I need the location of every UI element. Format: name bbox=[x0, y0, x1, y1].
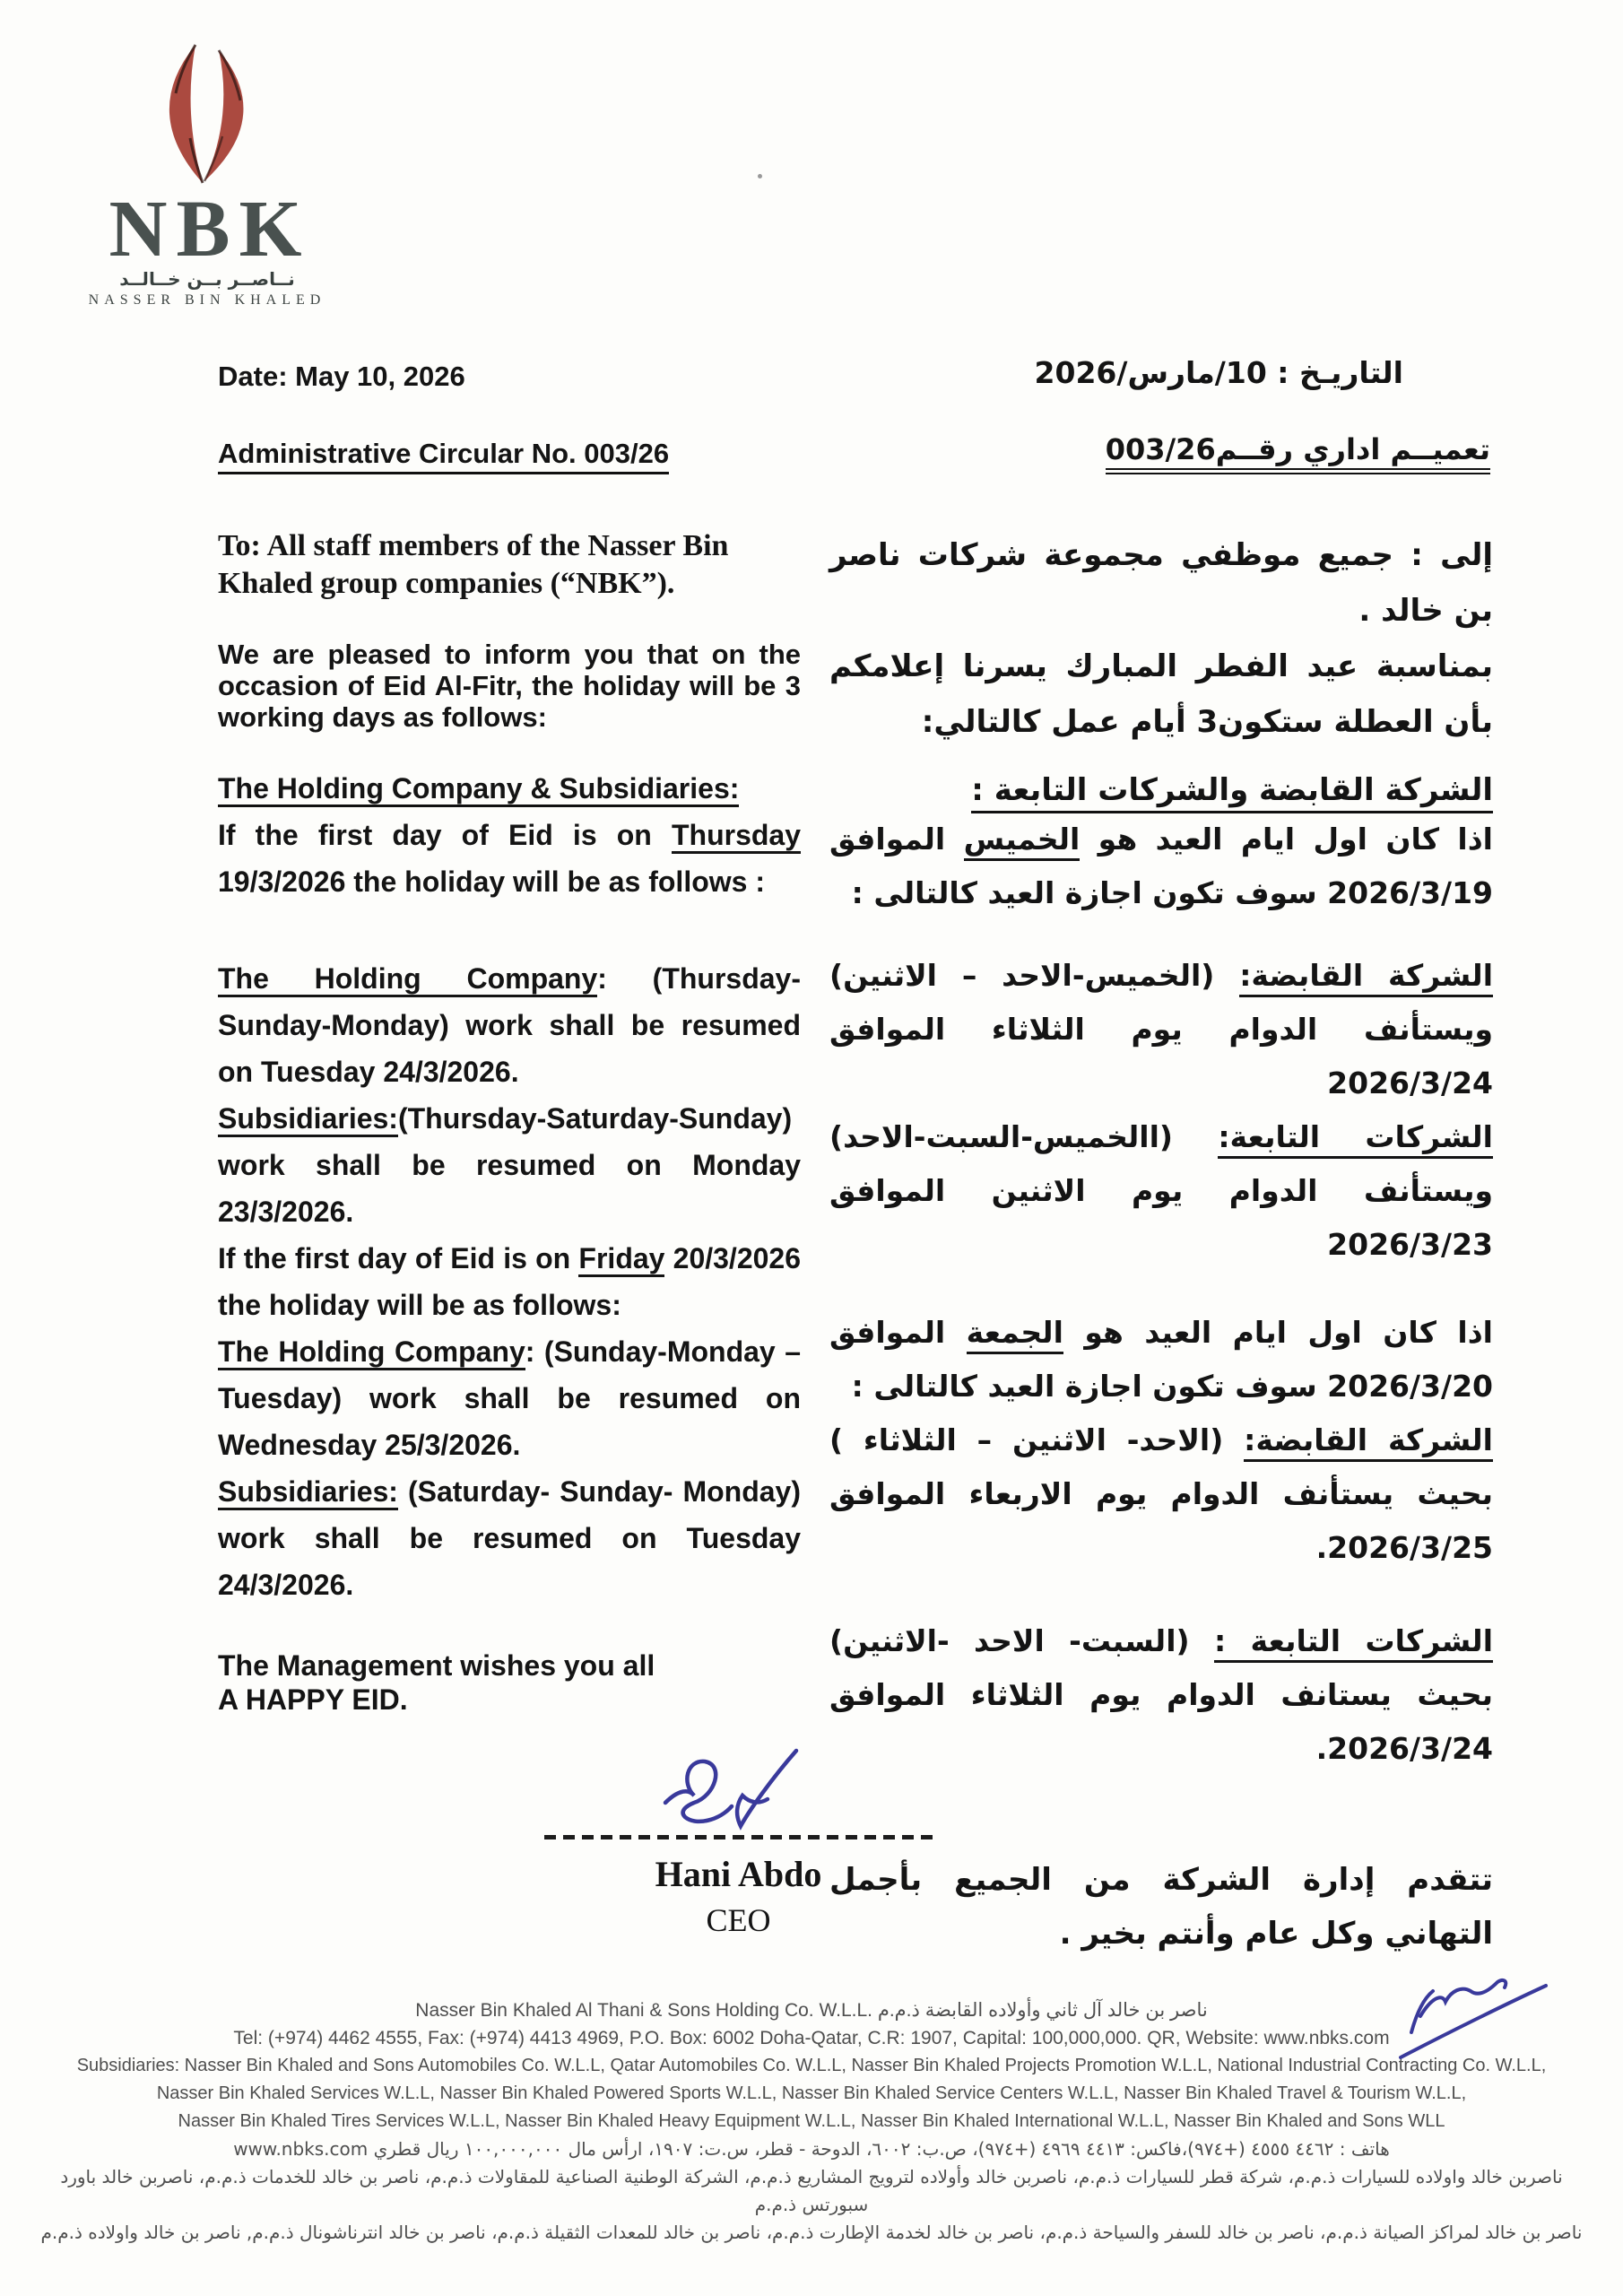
closing-wish-en: The Management wishes you all A HAPPY EID. bbox=[218, 1649, 655, 1716]
footer-subsidiaries-line-3: Nasser Bin Khaled Tires Services W.L.L, Nasser Bin Khaled Heavy Equipment W.L.L, Nasser Bin Khaled International W.L.L, Nasser Bin Khaled and Sons WLL bbox=[178, 2111, 1445, 2131]
signatory-title: CEO bbox=[706, 1902, 771, 1938]
thursday-scenario-intro-en: If the first day of Eid is on Thursday 19/3/2026 the holiday will be as follows : bbox=[218, 819, 801, 898]
logo-arabic-name: نــاصــر بــن خــالــد bbox=[119, 268, 295, 290]
date-arabic: التاريـخ : 10/مارس/2026 bbox=[1034, 355, 1403, 390]
friday-holding-paragraph-en: The Holding Company: (Sunday-Monday – Tuesday) work shall be resumed on Wednesday 25/3/2026. bbox=[218, 1335, 801, 1461]
intro-paragraph-ar: بمناسبة عيد الفطر المبارك يسرنا إعلامكم بأن العطلة ستكون3 أيام عمل كالتالي: bbox=[829, 648, 1493, 740]
footer-contact-line-en: Tel: (+974) 4462 4555, Fax: (+974) 4413 4969, P.O. Box: 6002 Doha-Qatar, C.R: 1907, Capital: 100,000,000. QR, Website: www.nbks.com bbox=[233, 2028, 1390, 2048]
to-paragraph-ar: إلى : جميع موظفي مجموعة شركات ناصر بن خالد . bbox=[829, 537, 1493, 629]
logo-caption: NASSER BIN KHALED bbox=[88, 292, 326, 308]
signatory-name: Hani Abdo bbox=[655, 1854, 822, 1894]
thursday-subsidiaries-paragraph-en: Subsidiaries:(Thursday-Saturday-Sunday) work shall be resumed on Monday 23/3/2026. bbox=[218, 1102, 801, 1228]
english-column bbox=[218, 527, 801, 1717]
nbk-logo bbox=[85, 41, 329, 309]
footer bbox=[27, 1996, 1596, 2247]
friday-scenario-intro-ar: اذا كان اول ايام العيد هو الجمعة الموافق 2026/3/20 سوف تكون اجازة العيد كالتالى : bbox=[829, 1315, 1493, 1404]
ceo-signature-ink bbox=[653, 1747, 859, 1846]
signature-divider-dashes bbox=[544, 1835, 933, 1839]
thursday-holding-paragraph-en: The Holding Company: (Thursday-Sunday-Monday) work shall be resumed on Tuesday 24/3/2026. bbox=[218, 962, 802, 1088]
friday-subsidiaries-paragraph-en: Subsidiaries: (Saturday- Sunday- Monday) work shall be resumed on Tuesday 24/3/2026. bbox=[218, 1475, 801, 1601]
footer-contact-line-ar: هاتف : ٤٤٦٢ ٤٥٥٥ (+٩٧٤)،فاكس: ٤٤١٣ ٤٩٦٩ (+٩٧٤)، ص.ب: ٦٠٠٢، الدوحة - قطر، س.ت: ١٩٠٧، ارأس مال ١٠٠,٠٠٠,٠٠٠ ريال قطري www.nbks.com bbox=[233, 2138, 1390, 2160]
footer-company-line: Nasser Bin Khaled Al Thani & Sons Holding Co. W.L.L. ناصر بن خالد آل ثاني وأولاده القابضة ذ.م.م bbox=[415, 2000, 1208, 2021]
friday-holding-paragraph-ar: الشركة القابضة: (الاحد- الاثنين – الثلاثاء ) بحيث يستأنف الدوام يوم الاربعاء الموافق 2026/3/25. bbox=[829, 1422, 1493, 1565]
footer-subsidiaries-line-1: Subsidiaries: Nasser Bin Khaled and Sons Automobiles Co. W.L.L, Qatar Automobiles Co. W.L.L, Nasser Bin Khaled Projects Promotion W.L.L, National Industrial Contracting Co. W.L.L, bbox=[76, 2056, 1547, 2075]
footer-subsidiaries-line-2: Nasser Bin Khaled Services W.L.L, Nasser Bin Khaled Powered Sports W.L.L, Nasser Bin Khaled Service Centers W.L.L, Nasser Bin Khaled Travel & Tourism W.L.L, bbox=[156, 2083, 1467, 2103]
footer-subsidiaries-line-ar-1: ناصربن خالد واولاده للسيارات ذ.م.م، شركة قطر للسيارات ذ.م.م، ناصربن خالد وأولاده لترويج المشاريع ذ.م.م، الشركة الوطنية الصناعية للمقاولات ذ.م.م، ناصر بن خالد للخدمات ذ.م.م، ناصربن خالد باورد سبورتس ذ.م.م bbox=[60, 2166, 1563, 2215]
nbk-flame-icon bbox=[85, 41, 329, 187]
circular-number-english: Administrative Circular No. 003/26 bbox=[218, 438, 669, 470]
holding-subsidiaries-heading-ar: الشركة القابضة والشركات التابعة : bbox=[829, 768, 1493, 813]
friday-scenario-intro-en: If the first day of Eid is on Friday 20/3/2026 the holiday will be as follows: bbox=[218, 1242, 802, 1321]
arabic-column bbox=[829, 527, 1493, 1961]
thursday-scenario-intro-ar: اذا كان اول ايام العيد هو الخميس الموافق 2026/3/19 سوف تكون اجازة العيد كالتالى : bbox=[829, 822, 1493, 910]
thursday-holding-paragraph-ar: الشركة القابضة: (الخميس-الاحد – الاثنين) ويستأنف الدوام يوم الثلاثاء الموافق 2026/3/24 bbox=[829, 958, 1494, 1100]
holding-subsidiaries-heading-en: The Holding Company & Subsidiaries: bbox=[218, 765, 801, 812]
logo-wordmark: NBK bbox=[108, 185, 311, 274]
to-paragraph-en: To: All staff members of the Nasser Bin Khaled group companies (“NBK”). bbox=[218, 529, 729, 600]
closing-wish-ar: تتقدم إدارة الشركة من الجميع بأجمل التهاني وكل عام وأنتم بخير . bbox=[829, 1862, 1493, 1952]
date-english: Date: May 10, 2026 bbox=[218, 361, 465, 392]
footer-subsidiaries-line-ar-2: ناصر بن خالد لمراكز الصيانة ذ.م.م، ناصر بن خالد للسفر والسياحة ذ.م.م، ناصر بن خالد لخدمة الإطارت ذ.م.م، ناصر بن خالد للمعدات الثقيلة ذ.م.م، ناصر بن خالد انترناشونال ذ.م.م, ناصر بن خالد واولاده ذ.م.م bbox=[40, 2222, 1583, 2243]
circular-number-arabic: تعميــم اداري رقــم003/26 bbox=[1106, 432, 1490, 466]
scan-artifact-dot bbox=[758, 174, 762, 178]
intro-paragraph-en: We are pleased to inform you that on the occasion of Eid Al-Fitr, the holiday will be 3 working days as follows: bbox=[218, 639, 801, 733]
friday-subsidiaries-paragraph-ar: الشركات التابعة : (السبت- الاحد -الاثنين) بحيث يستانف الدوام يوم الثلاثاء الموافق 2026/3/24. bbox=[829, 1623, 1494, 1766]
thursday-subsidiaries-paragraph-ar: الشركات التابعة: (االخميس-السبت-الاحد) ويستأنف الدوام يوم الاثنين الموافق 2026/3/23 bbox=[829, 1119, 1493, 1262]
